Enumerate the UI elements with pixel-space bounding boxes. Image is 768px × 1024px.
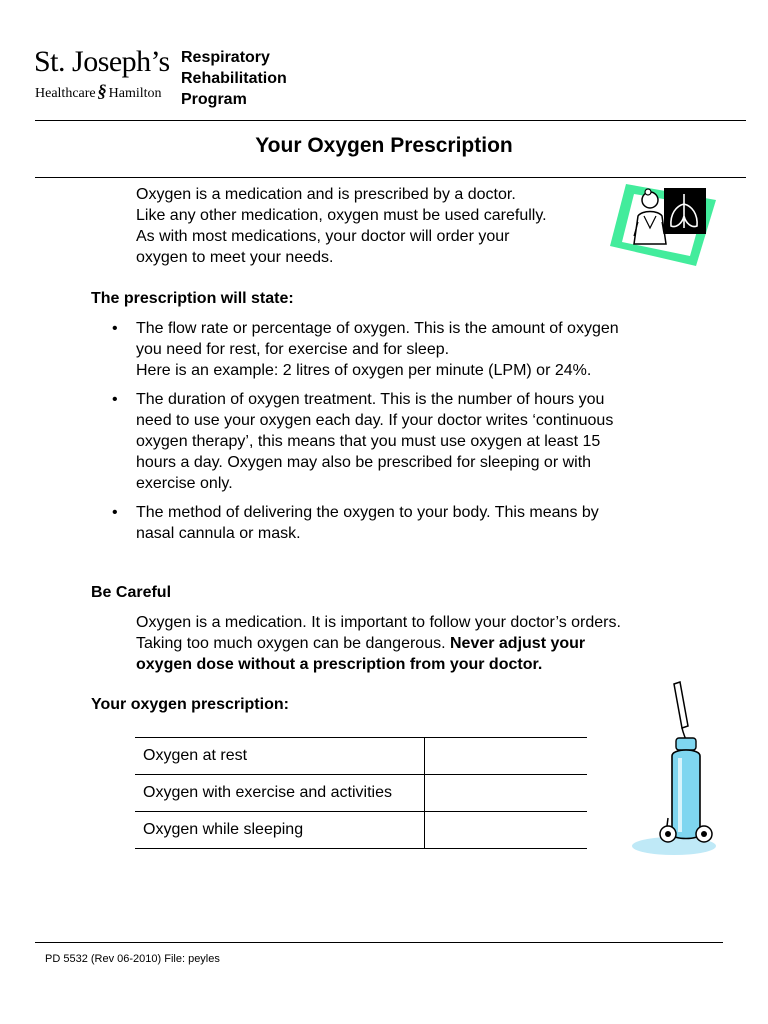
be-careful-heading: Be Careful bbox=[91, 584, 172, 601]
bullet-line: you need for rest, for exercise and for sleep. bbox=[136, 341, 450, 358]
bullet-line: oxygen therapy’, this means that you must use oxygen at least 15 bbox=[136, 433, 601, 450]
careful-line: Oxygen is a medication. It is important to follow your doctor’s orders. bbox=[136, 614, 621, 631]
careful-text: Taking too much oxygen can be dangerous. bbox=[136, 635, 450, 652]
bullet-line: nasal cannula or mask. bbox=[136, 525, 301, 542]
row-label-rest: Oxygen at rest bbox=[135, 738, 424, 775]
logo-healthcare-text: Healthcare bbox=[35, 86, 96, 101]
oxygen-tank-clipart-icon bbox=[630, 678, 720, 858]
your-prescription-heading: Your oxygen prescription: bbox=[91, 696, 289, 713]
bullet-line: The method of delivering the oxygen to your body. This means by bbox=[136, 504, 599, 521]
bullet-line: The flow rate or percentage of oxygen. This is the amount of oxygen bbox=[136, 320, 619, 337]
footer-divider bbox=[35, 942, 723, 943]
table-row bbox=[135, 812, 587, 849]
table-row bbox=[135, 738, 587, 775]
bullet-dot-icon: • bbox=[112, 391, 118, 408]
row-label-sleeping: Oxygen while sleeping bbox=[135, 812, 424, 849]
row-label-exercise: Oxygen with exercise and activities bbox=[135, 775, 424, 812]
table-row bbox=[135, 775, 587, 812]
program-line: Respiratory bbox=[181, 49, 270, 66]
bullet-line: The duration of oxygen treatment. This is the number of hours you bbox=[136, 391, 605, 408]
row-value-rest[interactable] bbox=[424, 738, 587, 775]
bullet-item-method bbox=[112, 502, 599, 544]
program-line: Program bbox=[181, 91, 247, 108]
doctor-xray-clipart-icon bbox=[604, 176, 722, 268]
logo-mark-icon: § bbox=[97, 81, 107, 101]
bullet-item-flow-rate bbox=[112, 318, 619, 381]
program-line: Rehabilitation bbox=[181, 70, 287, 87]
bullet-dot-icon: • bbox=[112, 320, 118, 337]
row-value-sleeping[interactable] bbox=[424, 812, 587, 849]
document-footer: PD 5532 (Rev 06-2010) File: peyles bbox=[45, 953, 220, 965]
bullet-line: Here is an example: 2 litres of oxygen per minute (LPM) or 24%. bbox=[136, 362, 592, 379]
logo-wordmark: St. Joseph’s bbox=[34, 45, 170, 78]
header-divider bbox=[35, 120, 746, 121]
intro-line: Like any other medication, oxygen must be used carefully. bbox=[136, 207, 547, 224]
intro-line: As with most medications, your doctor will order your bbox=[136, 228, 510, 245]
logo-subline bbox=[35, 83, 162, 102]
be-careful-paragraph bbox=[136, 612, 621, 675]
bullet-line: hours a day. Oxygen may also be prescribed for sleeping or with bbox=[136, 454, 592, 471]
careful-line bbox=[136, 654, 621, 675]
program-name bbox=[181, 47, 287, 110]
intro-line: oxygen to meet your needs. bbox=[136, 249, 334, 266]
logo-hamilton-text: Hamilton bbox=[108, 86, 162, 101]
row-value-exercise[interactable] bbox=[424, 775, 587, 812]
bullet-line: exercise only. bbox=[136, 475, 233, 492]
bullet-line: need to use your oxygen each day. If your doctor writes ‘continuous bbox=[136, 412, 614, 429]
prescription-states-heading: The prescription will state: bbox=[91, 290, 294, 307]
careful-warning: Never adjust your bbox=[449, 635, 586, 652]
intro-line: Oxygen is a medication and is prescribed by a doctor. bbox=[136, 186, 516, 203]
careful-line bbox=[136, 633, 621, 654]
page-title: Your Oxygen Prescription bbox=[255, 134, 513, 157]
careful-warning: oxygen dose without a prescription from your doctor. bbox=[136, 656, 543, 673]
intro-paragraph bbox=[136, 184, 547, 268]
prescription-table bbox=[135, 737, 587, 849]
bullet-dot-icon: • bbox=[112, 504, 118, 521]
bullet-item-duration bbox=[112, 389, 614, 494]
